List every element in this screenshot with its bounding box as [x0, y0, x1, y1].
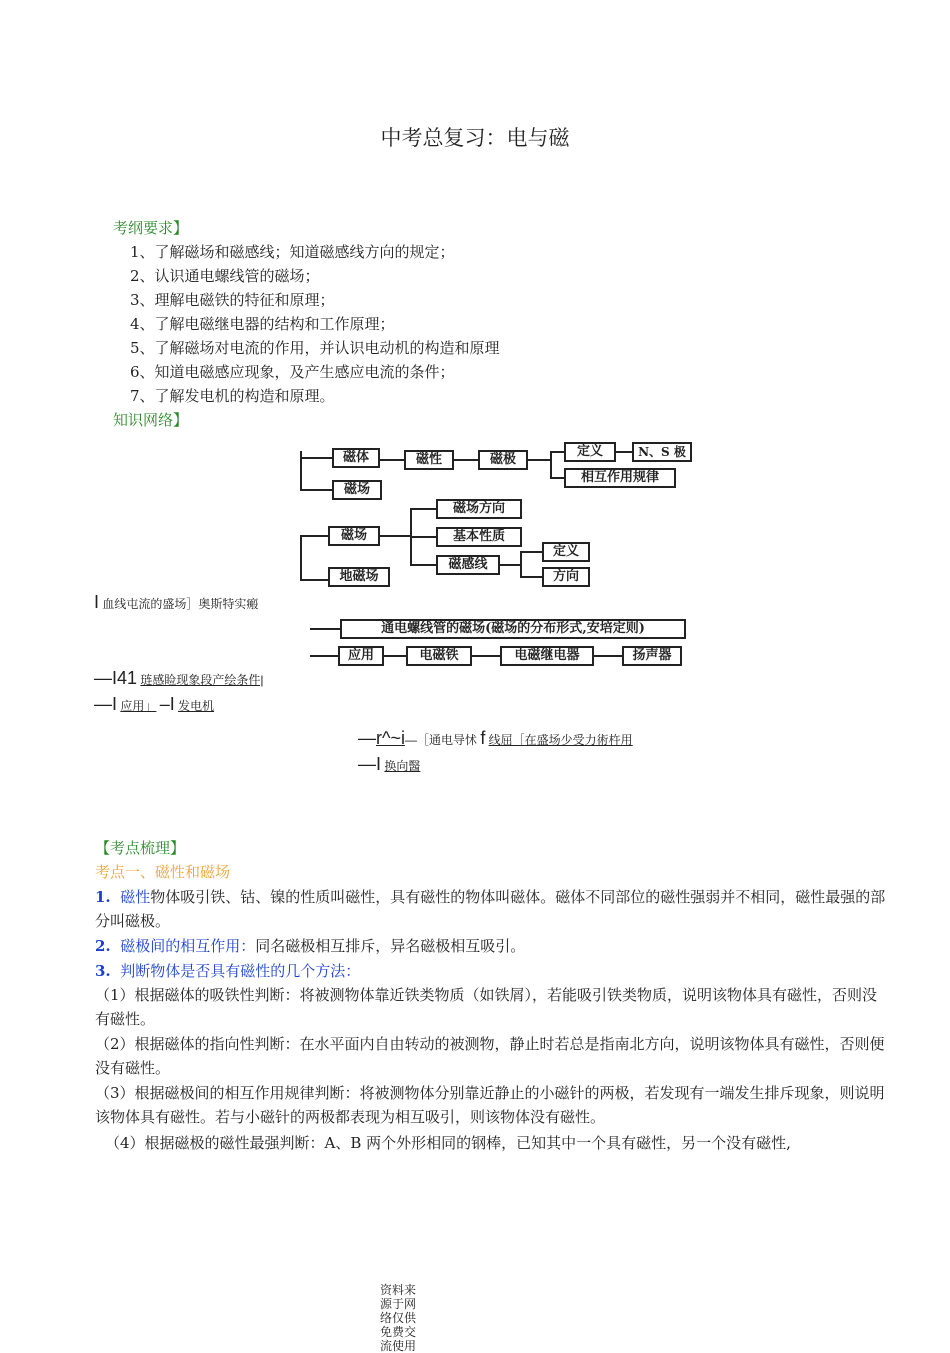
connector-line [410, 536, 436, 538]
list-item: 5、了解磁场对电流的作用，并认识电动机的构造和原理 [130, 339, 500, 357]
connector-line [410, 508, 436, 510]
ocr-line-commutator [358, 754, 420, 775]
list-item: 1、了解磁场和磁感线；知道磁感线方向的规定； [130, 243, 455, 261]
item-heading: 判断物体是否具有磁性的几个方法： [120, 962, 361, 980]
list-item: 2、认识通电螺线管的磁场； [130, 267, 320, 285]
ocr-fragment: —I41 [94, 668, 138, 688]
connector-line [300, 535, 328, 537]
list-item: 6、知道电磁感应现象，及产生感应电流的条件； [130, 363, 455, 381]
connector-line [384, 655, 406, 657]
list-item: 3、理解电磁铁的特征和原理； [130, 291, 335, 309]
connector-line [454, 459, 478, 461]
connector-line [616, 451, 632, 453]
node-field-lines: 磁感线 [436, 555, 500, 575]
connector-line [380, 535, 410, 537]
connector-line [520, 576, 542, 578]
ocr-fragment: 血线屯流的盛场］奥斯特实瘢 [102, 597, 259, 611]
section-heading-knowledge-network: 知识网络】 [113, 411, 189, 429]
footer-note: 资料来源于网络仅供免费交流使用 [380, 1283, 417, 1353]
list-item: 7、了解发电机的构造和原理。 [130, 387, 335, 405]
node-ns-poles: N、S 极 [632, 442, 692, 462]
node-magnetic-pole: 磁极 [478, 450, 528, 470]
ocr-line-motor [358, 728, 633, 749]
section-heading-key-points: 【考点梳理】 [95, 839, 186, 857]
item-text: 同名磁极相互排斥，异名磁极相互吸引。 [255, 937, 526, 955]
connector-line [472, 655, 500, 657]
paragraph-1 [95, 885, 890, 933]
connector-line [520, 551, 522, 578]
node-earth-field: 地磁场 [328, 567, 390, 587]
node-direction: 方向 [542, 567, 590, 587]
node-definition: 定义 [564, 442, 616, 462]
ocr-fragment: —I [94, 694, 118, 714]
node-interaction-law: 相互作用规律 [564, 468, 676, 488]
node-relay: 电磁继电器 [500, 646, 594, 666]
requirements-list [130, 240, 500, 408]
connector-line [310, 628, 340, 630]
node-basic-property: 基本性质 [436, 527, 522, 547]
node-magnetism: 磁性 [404, 450, 454, 470]
section-heading-requirements: 考纲要求】 [113, 219, 189, 237]
connector-line [380, 459, 404, 461]
connector-line [300, 535, 302, 581]
node-solenoid-field: 通电螺线管的磁场(磁场的分布形式,安培定则) [340, 619, 686, 639]
paragraph-2 [95, 934, 890, 958]
node-definition-2: 定义 [542, 542, 590, 562]
node-magnet: 磁体 [332, 448, 380, 468]
key-point-heading: 考点一、磁性和磁场 [95, 863, 231, 881]
list-item: 4、了解电磁继电器的结构和工作原理； [130, 315, 395, 333]
node-magnetic-field: 磁场 [332, 480, 382, 500]
connector-line [594, 655, 622, 657]
method-4: （4）根据磁极的磁性最强判断：A、B 两个外形相同的钢棒，已知其中一个具有磁性，另一个没有磁性, [105, 1134, 791, 1152]
ocr-fragment: 琏感睑现象段产绘条件| [140, 673, 264, 687]
ocr-fragment: I [94, 592, 100, 612]
connector-line [528, 459, 550, 461]
connector-line [520, 551, 542, 553]
node-electromagnet: 电磁铁 [406, 646, 472, 666]
node-loudspeaker: 扬声器 [622, 646, 682, 666]
item-number: 2. [95, 937, 111, 955]
ocr-fragment: r^~i [376, 728, 405, 748]
item-text: 物体吸引铁、钴、镍的性质叫磁性，具有磁性的物体叫磁体。磁体不同部位的磁性强弱并不相同，磁性最强的部分叫磁极。 [95, 888, 886, 930]
node-application: 应用 [338, 646, 384, 666]
node-magnetic-field-2: 磁场 [328, 526, 380, 546]
ocr-fragment: 发电机 [178, 699, 215, 713]
ocr-fragment: —I [358, 754, 382, 774]
method-2: （2）根据磁体的指向性判断：在水平面内自由转动的被测物，静止时若总是指南北方向，说明该物体具有磁性，否则便没有磁性。 [95, 1035, 885, 1077]
ocr-line-oersted [94, 592, 258, 613]
paragraph-3 [95, 959, 890, 983]
connector-line [500, 564, 520, 566]
ocr-fragment: — [358, 728, 376, 748]
connector-line [550, 451, 564, 453]
item-number: 1. [95, 888, 111, 906]
connector-line [300, 457, 332, 459]
item-heading: 磁极间的相互作用： [120, 937, 256, 955]
ocr-fragment: 线屈［在盛场少受力術杵用 [488, 733, 633, 747]
connector-line [310, 655, 338, 657]
ocr-line-induction [94, 668, 264, 689]
item-number: 3. [95, 962, 111, 980]
method-3: （3）根据磁极间的相互作用规律判断：将被测物体分别靠近静止的小磁针的两极，若发现有一端发生排斥现象，则说明该物体具有磁性。若与小磁针的两极都表现为相互吸引，则该物体没有磁性。 [95, 1084, 885, 1126]
ocr-fragment: 换向醫 [384, 759, 421, 773]
ocr-line-generator [94, 694, 214, 715]
item-heading: 磁性 [120, 888, 151, 906]
connector-line [550, 477, 564, 479]
node-field-direction: 磁场方向 [436, 499, 522, 519]
connector-line [300, 579, 328, 581]
connector-line [550, 451, 552, 479]
ocr-fragment: —［通电导怵 [404, 733, 477, 747]
page-title: 中考总复习：电与磁 [380, 126, 570, 150]
method-1: （1）根据磁体的吸铁性判断：将被测物体靠近铁类物质（如铁屑），若能吸引铁类物质，说明该物体具有磁性，否则没有磁性。 [95, 986, 878, 1028]
ocr-fragment: –I [159, 694, 175, 714]
connector-line [300, 489, 332, 491]
ocr-fragment: f [480, 728, 486, 748]
connector-line [410, 564, 436, 566]
ocr-fragment: 应用」 [120, 699, 157, 713]
